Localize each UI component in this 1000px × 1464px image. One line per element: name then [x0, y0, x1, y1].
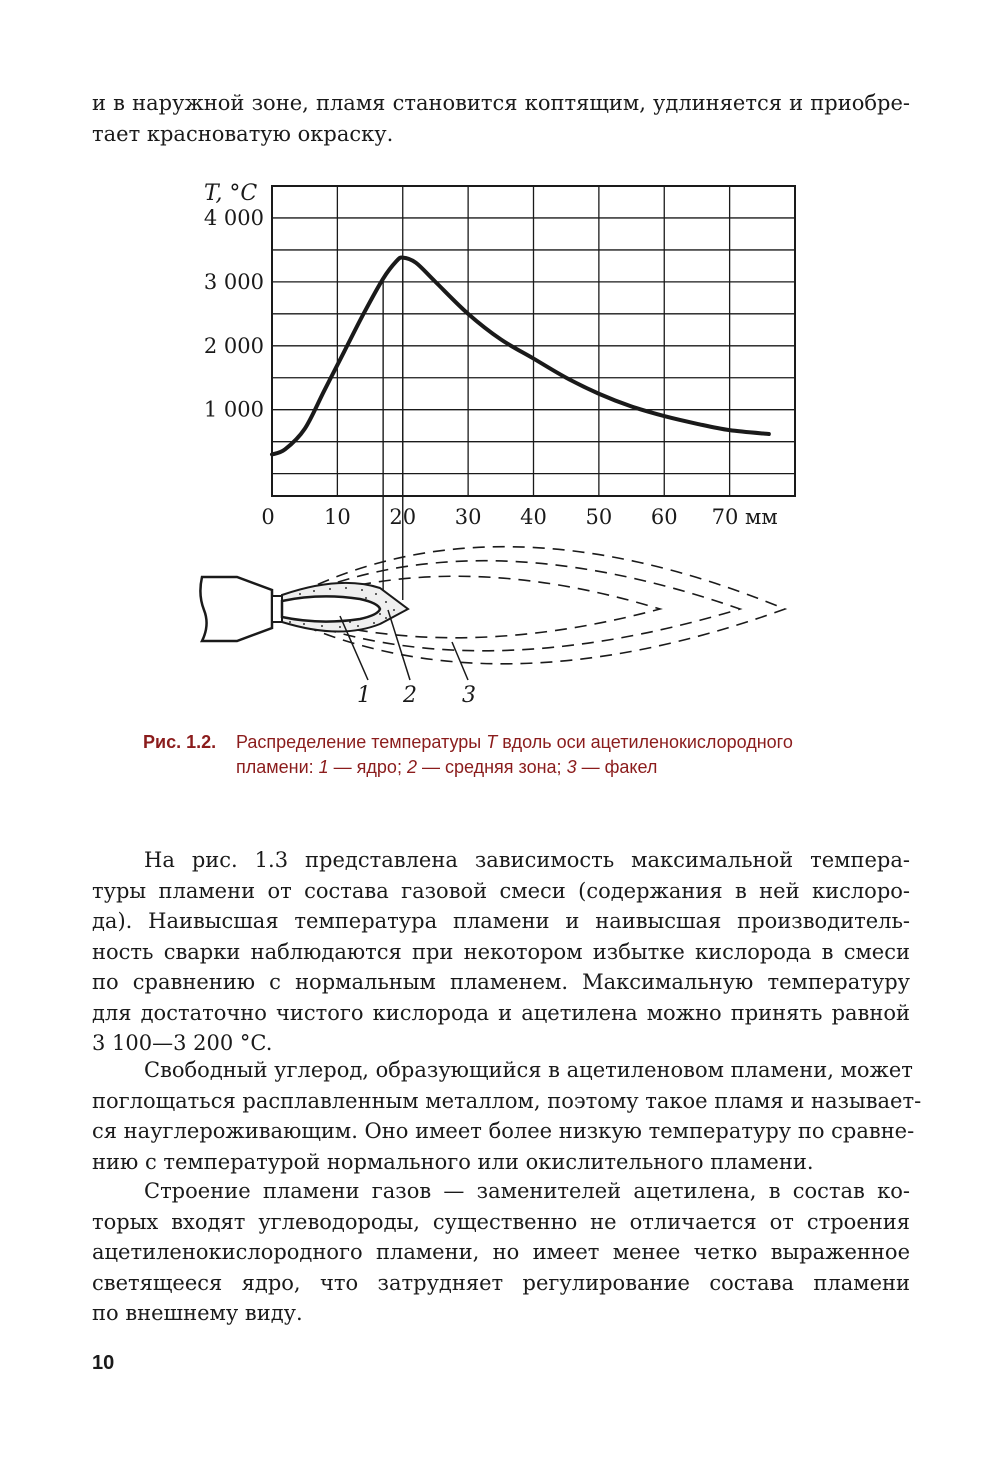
chart-tick-labels [204, 206, 778, 529]
text-line: да). Наивысшая температура пламени и наивысшая производитель- [92, 909, 910, 933]
torch-nozzle [200, 577, 272, 641]
text-line: по внешнему виду. [92, 1301, 303, 1325]
text-line: Строение пламени газов — заменителей ацетилена, в состав ко- [144, 1179, 910, 1203]
text-line: нию с температурой нормального или окислительного пламени. [92, 1149, 814, 1174]
page-number: 10 [92, 1352, 115, 1374]
text-line: ацетиленокислородного пламени, но имеет менее четко выраженное [92, 1240, 910, 1264]
y-tick-label: 1 000 [203, 397, 264, 422]
torch-tip [272, 596, 282, 622]
x-tick-label: 30 [454, 505, 482, 529]
caption-text-part: — средняя зона; [416, 757, 567, 777]
caption-number-3: 3 [566, 757, 577, 777]
text-line: ность сварки наблюдаются при некотором избытке кислорода в смеси [92, 939, 910, 964]
y-tick-label: 4 000 [203, 205, 264, 230]
caption-text-part: вдоль оси ацетиленокислородного [497, 732, 793, 752]
caption-number-1: 1 [318, 757, 329, 777]
leader-line-3 [452, 642, 468, 680]
flame-label-3: 3 [462, 683, 476, 708]
caption-text-part: — ядро; [328, 757, 407, 777]
x-tick-label: 70 мм [711, 505, 778, 529]
caption-text-part: пламени: [236, 757, 319, 777]
text-line: по сравнению с нормальным пламенем. Максимальную температуру [92, 970, 910, 994]
text-line: для достаточно чистого кислорода и ацетилена можно принять равной [92, 1000, 910, 1025]
top-paragraph [92, 88, 910, 149]
x-tick-label: 50 [585, 505, 613, 529]
paragraph-1 [92, 845, 910, 1059]
caption-symbol-T: T [486, 732, 498, 752]
text-line: и в наружной зоне, пламя становится коптящим, удлиняется и приобре- [92, 91, 910, 115]
y-tick-label: 2 000 [203, 333, 264, 358]
text-line: поглощаться расплавленным металлом, поэтому такое пламя и называет- [92, 1088, 922, 1113]
paragraph-2 [92, 1055, 922, 1177]
caption-text [236, 730, 836, 780]
text-line: светящееся ядро, что затрудняет регулирование состава пламени [92, 1270, 910, 1295]
x-tick-label: 0 [261, 505, 275, 529]
text-line: туры пламени от состава газовой смеси (содержания в ней кислоро- [92, 878, 910, 903]
text-line: торых входят углеводороды, существенно не отличается от строения [92, 1209, 910, 1234]
x-tick-label: 40 [520, 505, 547, 529]
flame-core [282, 596, 380, 621]
text-line: тает красноватую окраску. [92, 121, 394, 146]
zone-marker-lines [383, 258, 403, 607]
flame-label-2: 2 [403, 683, 417, 708]
temperature-curve [272, 258, 769, 455]
text-line: На рис. 1.3 представлена зависимость максимальной темпера- [144, 848, 910, 872]
leader-line-2 [388, 610, 410, 680]
x-tick-label: 10 [324, 505, 351, 529]
flame-label-1: 1 [357, 683, 371, 708]
flame-diagram [200, 547, 785, 708]
text-line: Свободный углерод, образующийся в ацетиленовом пламени, может [144, 1058, 913, 1082]
y-axis-label: T, °C [204, 181, 258, 206]
text-line: 3 100—3 200 °C. [92, 1031, 273, 1055]
text-line: ся науглероживающим. Оно имеет более низкую температуру по сравне- [92, 1119, 915, 1143]
figure-temperature-distribution [190, 170, 810, 720]
x-tick-label: 20 [389, 505, 417, 529]
paragraph-3 [92, 1176, 910, 1329]
x-tick-label: 60 [650, 505, 678, 529]
y-tick-label: 3 000 [203, 269, 264, 294]
caption-text-part: — факел [576, 757, 658, 777]
caption-number-2: 2 [406, 757, 417, 777]
caption-text-part: Распределение температуры [236, 732, 487, 752]
caption-label: Рис. 1.2. [143, 732, 217, 752]
figure-caption [143, 730, 843, 780]
